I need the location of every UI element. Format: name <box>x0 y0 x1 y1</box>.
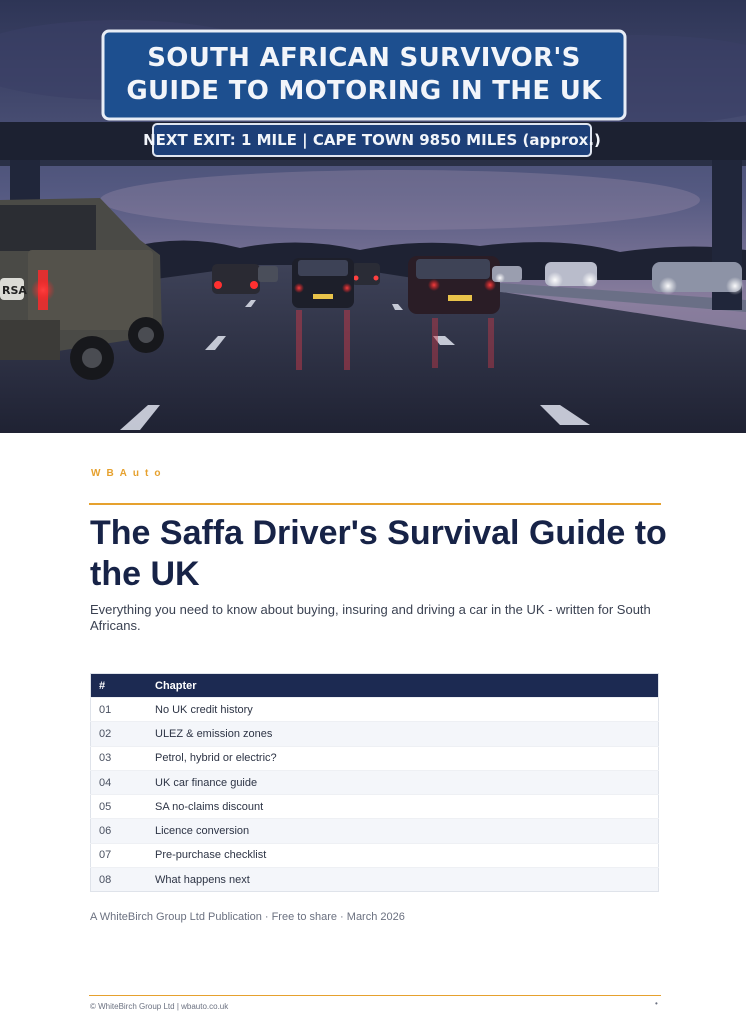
page-title: The Saffa Driver's Survival Guide to the UK <box>90 514 667 593</box>
chapter-number: 02 <box>91 722 148 746</box>
table-row <box>91 795 659 819</box>
chapter-title: Pre-purchase checklist <box>147 843 659 867</box>
footer-copyright: © WhiteBirch Group Ltd | wbauto.co.uk <box>90 1002 229 1011</box>
table-row <box>91 722 659 746</box>
chapter-title: ULEZ & emission zones <box>147 722 659 746</box>
chapter-number: 04 <box>91 770 148 794</box>
chapter-number: 08 <box>91 868 148 892</box>
chapter-number: 01 <box>91 698 148 722</box>
sign-title-line1: SOUTH AFRICAN SURVIVOR'S <box>147 43 581 73</box>
table-row <box>91 770 659 794</box>
hero-image <box>0 0 746 433</box>
footer-divider <box>89 995 661 996</box>
chapter-title: Petrol, hybrid or electric? <box>147 746 659 770</box>
table-row <box>91 868 659 892</box>
chapter-number: 03 <box>91 746 148 770</box>
table-row <box>91 746 659 770</box>
chapters-table <box>90 673 659 892</box>
chapter-title: UK car finance guide <box>147 770 659 794</box>
table-header-row <box>91 674 659 698</box>
table-row <box>91 698 659 722</box>
table-row <box>91 819 659 843</box>
table-row <box>91 843 659 867</box>
gantry-sign <box>104 33 624 117</box>
chapter-title: No UK credit history <box>147 698 659 722</box>
chapter-number: 06 <box>91 819 148 843</box>
chapter-number: 05 <box>91 795 148 819</box>
sign-title-line2: GUIDE TO MOTORING IN THE UK <box>126 76 602 106</box>
brand-divider <box>89 503 661 505</box>
chapter-title: Licence conversion <box>147 819 659 843</box>
publication-note: A WhiteBirch Group Ltd Publication · Free to share · March 2026 <box>90 911 405 923</box>
column-header-chapter: Chapter <box>147 674 659 698</box>
brand-wordmark: WBAuto <box>91 468 167 479</box>
gantry-sub-sign: NEXT EXIT: 1 MILE | CAPE TOWN 9850 MILES (approx.) <box>143 131 601 149</box>
page-marker: • <box>655 999 658 1008</box>
plate-text: RSA <box>2 284 27 297</box>
chapter-number: 07 <box>91 843 148 867</box>
column-header-number: # <box>91 674 148 698</box>
chapter-title: What happens next <box>147 868 659 892</box>
chapter-title: SA no-claims discount <box>147 795 659 819</box>
page-subtitle: Everything you need to know about buying, insuring and driving a car in the UK - written for South Africans. <box>90 602 651 633</box>
